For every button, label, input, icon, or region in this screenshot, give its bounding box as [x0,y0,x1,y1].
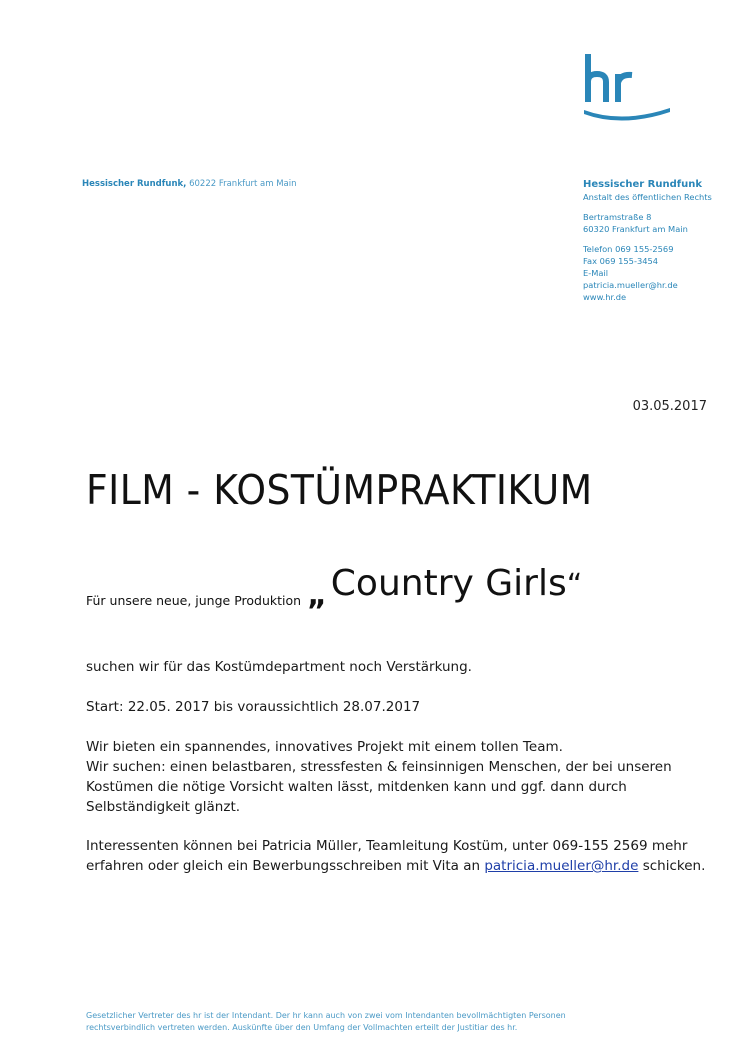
footer-line-2: rechtsverbindlich vertreten werden. Auskünfte über den Umfang der Vollmachten erteilt der Justitiar des hr. [86,1023,518,1032]
sender-line [82,179,297,189]
contact-city: 60320 Frankfurt am Main [583,224,688,234]
sender-address: 60222 Frankfurt am Main [186,179,297,189]
body-start [86,697,726,717]
contact-org: Hessischer Rundfunk [583,179,703,190]
contact-tail: schicken. [638,858,706,874]
document-date: 03.05.2017 [632,399,707,414]
body-seeking: suchen wir für das Kostümdepartment noch Verstärkung. [86,659,472,675]
contact-email[interactable]: patricia.mueller@hr.de [583,280,678,290]
hr-logo [582,52,674,124]
quote-close: “ [566,568,583,603]
contact-street: Bertramstraße 8 [583,212,652,222]
offer-text: Wir bieten ein spannendes, innovatives Projekt mit einem tollen Team. [86,739,563,755]
sender-org: Hessischer Rundfunk, [82,179,187,189]
contact-text: Interessenten können bei Patricia Müller, Teamleitung Kostüm, unter 069-155 2569 mehr erfahren oder gleich ein Bewerbungsschreiben mit Vita an [86,838,688,874]
search-text: Wir suchen: einen belastbaren, stressfesten & feinsinnigen Menschen, der bei unseren Kostümen die nötige Vorsicht walten lässt, mitdenken kann und ggf. dann durch Selbständigkeit glänzt. [86,759,672,815]
contact-email-label: E-Mail [583,268,609,278]
page-title: FILM - KOSTÜMPRAKTIKUM [86,466,593,514]
body-line-1 [86,657,726,677]
email-link[interactable]: patricia.mueller@hr.de [484,858,639,874]
legal-footer [86,1010,566,1034]
contact-block [583,179,712,303]
contact-fax: Fax 069 155-3454 [583,256,659,266]
contact-phone: Telefon 069 155-2569 [583,244,674,254]
quote-open: „ [307,578,327,613]
production-name: Country Girls [330,563,567,604]
body-contact-block [86,836,711,876]
production-intro: Für unsere neue, junge Produktion [86,593,302,608]
body-offer-block [86,737,706,817]
start-dates: Start: 22.05. 2017 bis voraussichtlich 28.07.2017 [86,699,421,715]
footer-line-1: Gesetzlicher Vertreter des hr ist der Intendant. Der hr kann auch von zwei vom Intendanten bevollmächtigten Personen [86,1011,566,1020]
production-line [86,563,582,613]
contact-subtitle: Anstalt des öffentlichen Rechts [583,192,712,202]
contact-web[interactable]: www.hr.de [583,292,627,302]
